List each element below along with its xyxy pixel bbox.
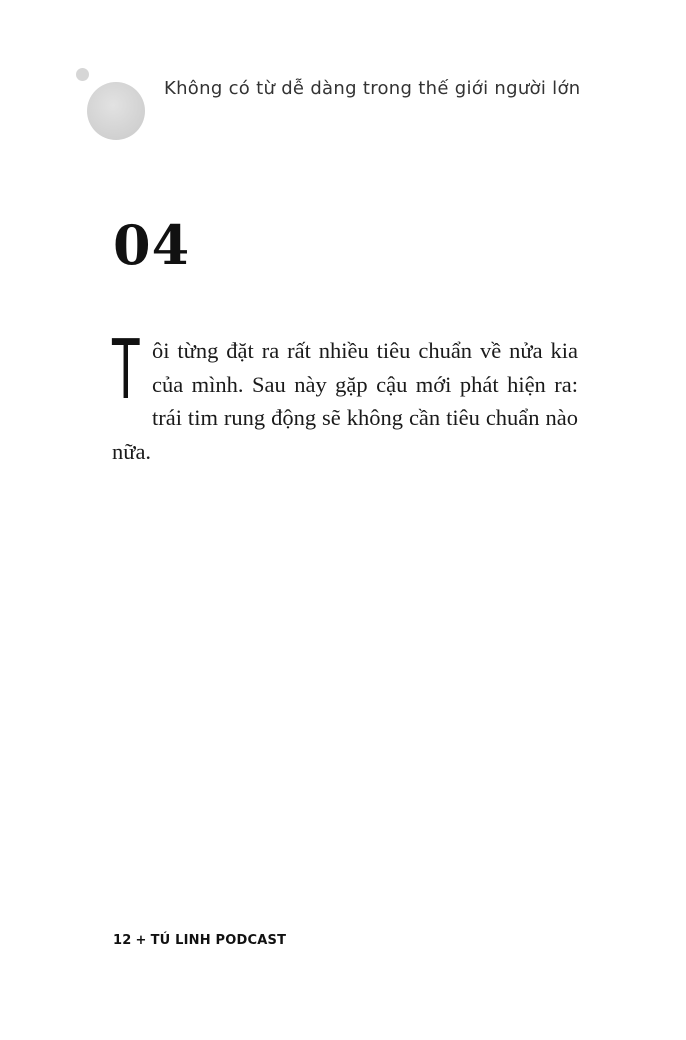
paragraph-text: ôi từng đặt ra rất nhiều tiêu chuẩn về nửa kia của mình. Sau này gặp cậu mới phát hiện ra: trái tim rung động sẽ không cần tiêu chuẩn nào nữa. (112, 338, 578, 464)
decorative-dot-small (76, 68, 89, 81)
footer-separator: + (135, 933, 147, 948)
page-number: 12 (113, 933, 132, 948)
book-label: TÚ LINH PODCAST (150, 933, 287, 948)
decorative-dot-large (87, 82, 145, 140)
body-paragraph (112, 323, 578, 468)
chapter-number: 04 (113, 213, 191, 277)
running-header: Không có từ dễ dàng trong thế giới người lớn (164, 78, 581, 99)
page-footer (113, 933, 286, 948)
drop-cap: T (112, 323, 140, 418)
